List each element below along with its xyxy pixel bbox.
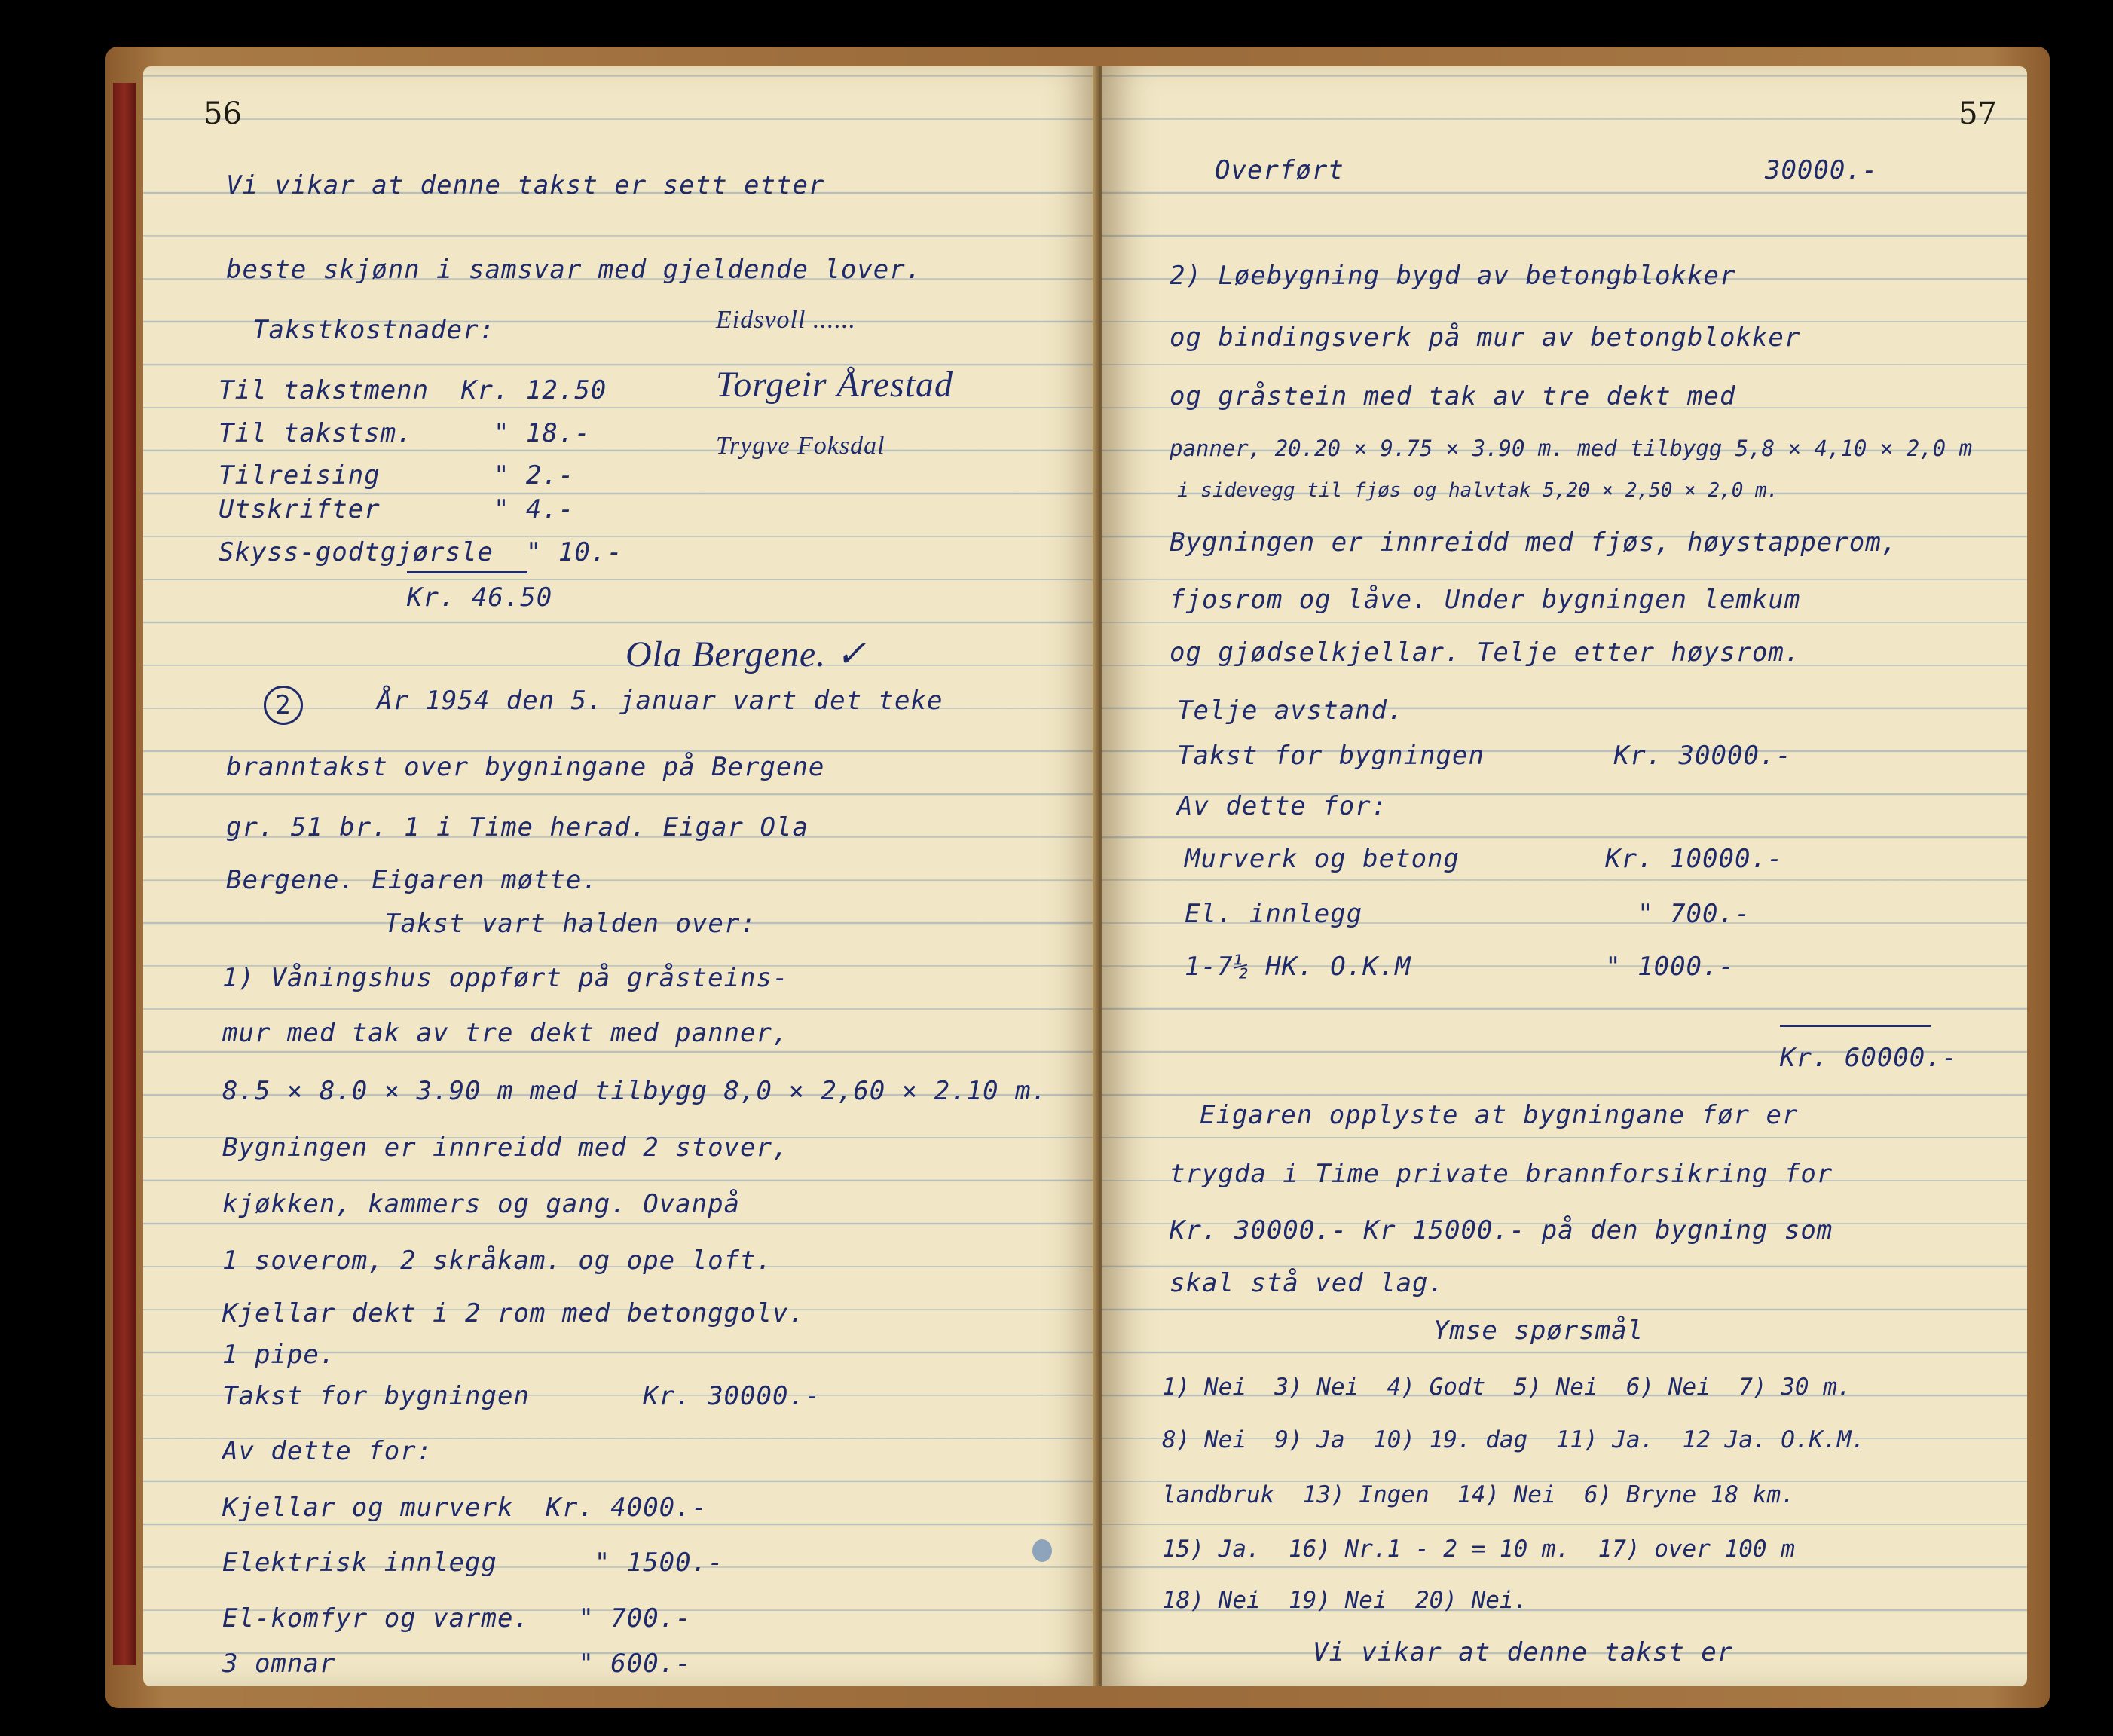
text-line: gr. 51 br. 1 i Time herad. Eigar Ola [226,812,809,842]
section-heading: Ymse spørsmål [1433,1316,1644,1346]
text-line: El. innlegg " 700.- [1185,899,1751,929]
text-line: Til takstsm. " 18.- [219,418,591,448]
text-line: Bygningen er innreidd med 2 stover, [222,1132,789,1163]
text-line: 8) Nei 9) Ja 10) 19. dag 11) Ja. 12 Ja. O.K.M. [1162,1426,1866,1453]
text-line: År 1954 den 5. januar vart det teke [377,686,943,716]
text-line: Skyss-godtgjørsle " 10.- [219,537,623,567]
text-line: kjøkken, kammers og gang. Ovanpå [222,1189,741,1219]
text-line: 2) Løebygning bygd av betongblokker [1170,261,1736,291]
text-line: Kr. 60000.- [1780,1043,1959,1073]
text-line: landbruk 13) Ingen 14) Nei 6) Bryne 18 km. [1162,1481,1795,1508]
text-line: 1 pipe. [222,1340,336,1370]
text-line: Utskrifter " 4.- [219,494,575,524]
text-line: skal stå ved lag. [1170,1268,1445,1298]
text-line: El-komfyr og varme. " 700.- [222,1603,692,1634]
text-line: 3 omnar " 600.- [222,1649,692,1679]
text-line: og bindingsverk på mur av betongblokker [1170,322,1801,353]
text-line: Takst for bygningen Kr. 30000.- [222,1381,821,1411]
text-line: Til takstmenn Kr. 12.50 [219,375,607,405]
signature-main: Torgeir Årestad [716,365,954,405]
text-line: Murverk og betong Kr. 10000.- [1185,844,1784,874]
text-line: fjosrom og låve. Under bygningen lemkum [1170,585,1801,615]
sum-rule [1780,1025,1931,1027]
entry-number-circle: 2 [264,686,303,725]
text-line: Telje avstand. [1177,695,1404,726]
text-line: Av dette for: [1177,791,1388,821]
sum-rule [407,571,527,573]
text-line: Bergene. Eigaren møtte. [226,865,598,895]
text-line: Vi vikar at denne takst er [1313,1637,1734,1667]
text-line: Overført 30000.- [1215,155,1879,185]
text-line: 1) Våningshus oppført på gråsteins- [222,963,789,993]
text-line: i sidevegg til fjøs og halvtak 5,20 × 2,50 × 2,0 m. [1177,479,1779,502]
text-line: Kjellar dekt i 2 rom med betonggolv. [222,1298,805,1328]
text-line: Takstkostnader: [252,315,496,345]
entry-number [264,686,316,725]
text-line: Vi vikar at denne takst er sett etter [226,170,825,200]
text-line: Av dette for: [222,1436,433,1466]
text-line: mur med tak av tre dekt med panner, [222,1018,789,1048]
signature-second: Trygve Foksdal [716,432,885,460]
text-line: Kr. 46.50 [407,582,553,613]
text-line: og gjødselkjellar. Telje etter høysrom. [1170,637,1801,668]
page-number-right: 57 [1959,96,1997,131]
book-spine-edge [113,83,136,1665]
text-line: beste skjønn i samsvar med gjeldende lover. [226,255,922,285]
text-line: Elektrisk innlegg " 1500.- [222,1548,724,1578]
text-line: Tilreising " 2.- [219,460,575,491]
text-line: Takst for bygningen Kr. 30000.- [1177,741,1792,771]
text-line: 1) Nei 3) Nei 4) Godt 5) Nei 6) Nei 7) 30 m. [1162,1374,1852,1401]
text-line: branntakst over bygningane på Bergene [226,752,825,782]
text-line: 1-7½ HK. O.K.M " 1000.- [1185,952,1735,982]
left-page [143,66,1099,1686]
text-line: 18) Nei 19) Nei 20) Nei. [1162,1587,1528,1614]
text-line: Kr. 30000.- Kr 15000.- på den bygning som [1170,1215,1833,1245]
text-line: Eigaren opplyste at bygningane før er [1200,1100,1799,1130]
owner-name: Ola Bergene. ✓ [625,634,867,674]
text-line: 1 soverom, 2 skråkam. og ope loft. [222,1245,772,1276]
text-line: Takst vart halden over: [384,909,757,939]
signature-label: Eidsvoll ...... [716,306,856,334]
text-line: Kjellar og murverk Kr. 4000.- [222,1493,708,1523]
text-line: 15) Ja. 16) Nr.1 - 2 = 10 m. 17) over 100 m [1162,1536,1795,1563]
text-line: og gråstein med tak av tre dekt med [1170,381,1736,411]
text-line: panner, 20.20 × 9.75 × 3.90 m. med tilbygg 5,8 × 4,10 × 2,0 m [1170,436,1973,461]
text-line: 8.5 × 8.0 × 3.90 m med tilbygg 8,0 × 2,60 × 2.10 m. [222,1076,1047,1106]
text-line: trygda i Time private brannforsikring for [1170,1159,1833,1189]
ink-stain [1032,1539,1052,1562]
text-line: Bygningen er innreidd med fjøs, høystapperom, [1170,527,1898,558]
right-page [1102,66,2027,1686]
page-number-left: 56 [203,96,242,131]
